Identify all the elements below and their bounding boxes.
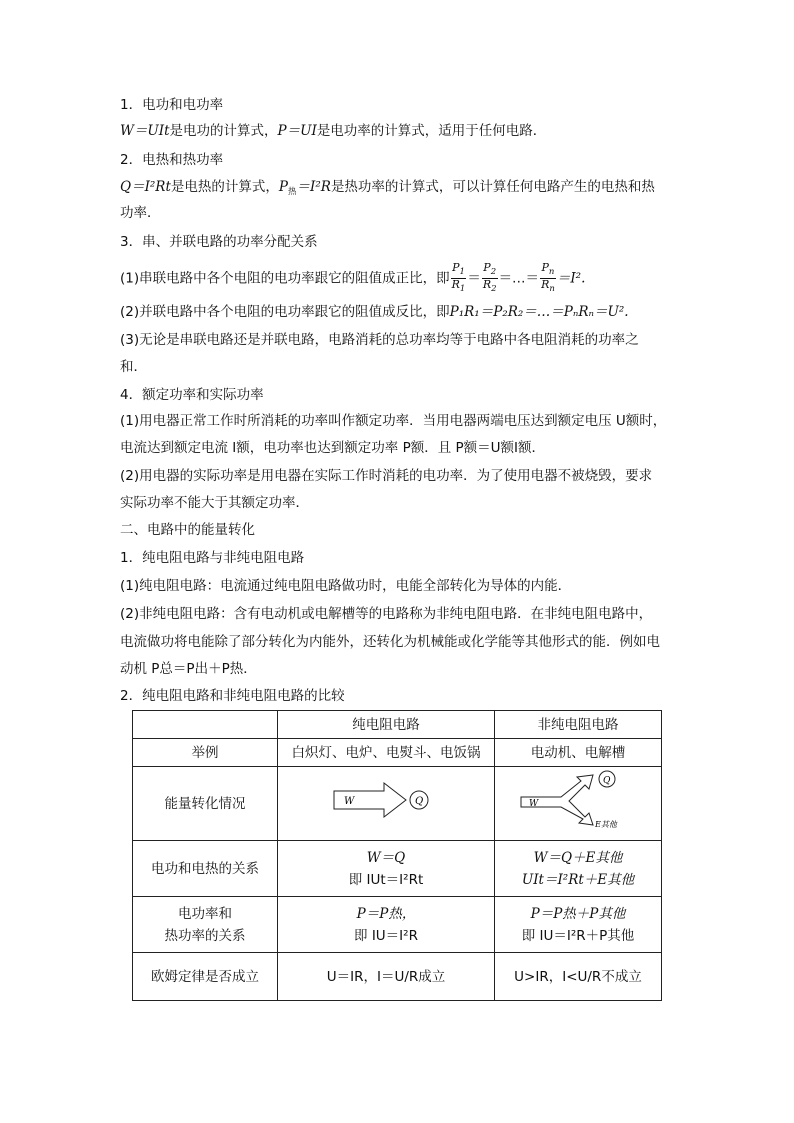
- subsection-1-title: 1．纯电阻电路与非纯电阻电路: [120, 550, 305, 566]
- row-label-power-l1: 电功率和: [178, 905, 232, 922]
- rated-power-line-1: (1)用电器正常工作时所消耗的功率叫作额定功率．当用电器两端电压达到额定电压 U额时，: [120, 413, 667, 429]
- table-row: [133, 841, 662, 897]
- part-2-title: 二、电路中的能量转化: [120, 522, 255, 538]
- nonpure-energy-diagram: [495, 767, 662, 841]
- nonpure-definition-line-1: (2)非纯电阻电路：含有电动机或电解槽等的电路称为非纯电阻电路．在非纯电阻电路中，: [120, 606, 653, 622]
- table-header-nonpure: 非纯电阻电路: [495, 711, 662, 739]
- pure-work-heat: [278, 841, 495, 897]
- pure-power: [278, 897, 495, 953]
- section-1-title: 1．电功和电功率: [120, 97, 224, 113]
- pure-power-l2: 即 IU＝I²R: [354, 927, 418, 944]
- parallel-power-formula: P₁R₁＝P₂R₂＝…＝PₙRₙ＝U².: [449, 304, 629, 320]
- nonpure-examples: 电动机、电解槽: [495, 739, 662, 767]
- nonpure-work-heat: [495, 841, 662, 897]
- heat-power-formula: ＝I²R: [296, 179, 331, 195]
- section-2-text-cont: 功率．: [120, 205, 161, 221]
- pure-ohm: U＝IR，I＝U/R成立: [278, 953, 495, 1001]
- work-formula: W＝UIt: [120, 123, 170, 139]
- nonpure-definition-line-3: 动机 P总＝P出＋P热．: [120, 661, 257, 677]
- table-header-row: [133, 711, 662, 739]
- diagram-e-label: E其他: [595, 820, 617, 829]
- series-power-end: ＝I².: [556, 270, 586, 287]
- diagram-w-label-2: W: [529, 799, 539, 809]
- diagram-w-label: W: [344, 796, 355, 807]
- diagram-q-label: Q: [415, 796, 424, 807]
- fraction-p1-r1: $\frac{P_1}{R_1}$: [451, 261, 466, 294]
- table-row: [133, 953, 662, 1001]
- pure-arrow-diagram: [326, 775, 446, 825]
- section-3-title: 3．串、并联电路的功率分配关系: [120, 234, 318, 250]
- table-row: [133, 767, 662, 841]
- heat-power-symbol: P: [278, 179, 288, 195]
- pure-work-heat-l1: W＝Q: [366, 849, 406, 866]
- nonpure-power-l2: 即 IU＝I²R＋P其他: [521, 927, 635, 944]
- table-header-empty: [133, 711, 278, 739]
- nonpure-power-l1: P＝P热＋P其他: [530, 905, 626, 922]
- table-row: [133, 739, 662, 767]
- section-2-text: [120, 177, 655, 202]
- nonpure-work-heat-l2: UIt＝I²Rt＋E其他: [521, 871, 635, 888]
- total-power-line-1: (3)无论是串联电路还是并联电路，电路消耗的总功率均等于电路中各电阻消耗的功率之: [120, 332, 639, 348]
- row-label-power-l2: 热功率的关系: [164, 927, 246, 944]
- work-formula-desc: 是电功的计算式，: [169, 123, 278, 139]
- nonpure-power: [495, 897, 662, 953]
- heat-power-desc: 是热功率的计算式，可以计算任何电路产生的电热和热: [330, 179, 655, 195]
- rated-power-line-2: 电流达到额定电流 I额，电功率也达到额定功率 P额．且 P额＝U额I额．: [120, 440, 545, 456]
- row-label-power: [133, 897, 278, 953]
- pure-energy-diagram: [278, 767, 495, 841]
- heat-power-subscript: 热: [288, 187, 297, 197]
- pure-power-l1: P＝P热，: [356, 905, 416, 922]
- power-formula-desc: 是电功率的计算式，适用于任何电路．: [316, 123, 547, 139]
- nonpure-definition-line-2: 电流做功将电能除了部分转化为内能外，还转化为机械能或化学能等其他形式的能．例如电: [120, 634, 660, 650]
- nonpure-arrow-diagram: [513, 767, 643, 833]
- actual-power-line-1: (2)用电器的实际功率是用电器在实际工作时消耗的电功率．为了使用电器不被烧毁，要求: [120, 468, 653, 484]
- row-label-work-heat: 电功和电热的关系: [133, 841, 278, 897]
- fraction-p2-r2: $\frac{P_2}{R_2}$: [482, 261, 497, 294]
- parallel-power-text: (2)并联电路中各个电阻的电功率跟它的阻值成反比，即: [120, 304, 450, 320]
- actual-power-line-2: 实际功率不能大于其额定功率．: [120, 495, 309, 511]
- nonpure-work-heat-l1: W＝Q＋E其他: [533, 849, 623, 866]
- row-label-ohm: 欧姆定律是否成立: [133, 953, 278, 1001]
- section-4-title: 4．额定功率和实际功率: [120, 387, 264, 403]
- series-ellipsis: ＝…＝: [498, 270, 540, 287]
- pure-resistance-definition: (1)纯电阻电路：电流通过纯电阻电路做功时，电能全部转化为导体的内能．: [120, 578, 572, 594]
- comparison-table: [132, 710, 662, 1001]
- nonpure-ohm: U>IR，I<U/R不成立: [495, 953, 662, 1001]
- power-formula: P＝UI: [277, 123, 317, 139]
- row-label-examples: 举例: [133, 739, 278, 767]
- heat-formula: Q＝I²Rt: [120, 179, 171, 195]
- subsection-2-title: 2．纯电阻电路和非纯电阻电路的比较: [120, 688, 345, 704]
- section-1-text: [120, 121, 546, 141]
- heat-formula-desc: 是电热的计算式，: [170, 179, 279, 195]
- table-header-pure: 纯电阻电路: [278, 711, 495, 739]
- series-power-text: (1)串联电路中各个电阻的电功率跟它的阻值成正比，即: [120, 270, 450, 287]
- pure-work-heat-l2: 即 IUt＝I²Rt: [348, 871, 424, 888]
- row-label-energy: 能量转化情况: [133, 767, 278, 841]
- section-2-title: 2．电热和热功率: [120, 152, 224, 168]
- series-power-line: (1)串联电路中各个电阻的电功率跟它的阻值成正比，即 $\frac{P_1}{R_1}$ ＝ $\frac{P_2}{R_2}$ ＝…＝ $\frac{P_n}{R_n}$ ＝I².: [120, 261, 586, 294]
- parallel-power-line: [120, 302, 629, 322]
- total-power-line-2: 和．: [120, 359, 147, 375]
- fraction-pn-rn: $\frac{P_n}{R_n}$: [541, 261, 555, 294]
- pure-examples: 白炽灯、电炉、电熨斗、电饭锅: [278, 739, 495, 767]
- diagram-q-label-2: Q: [603, 776, 611, 786]
- table-row: [133, 897, 662, 953]
